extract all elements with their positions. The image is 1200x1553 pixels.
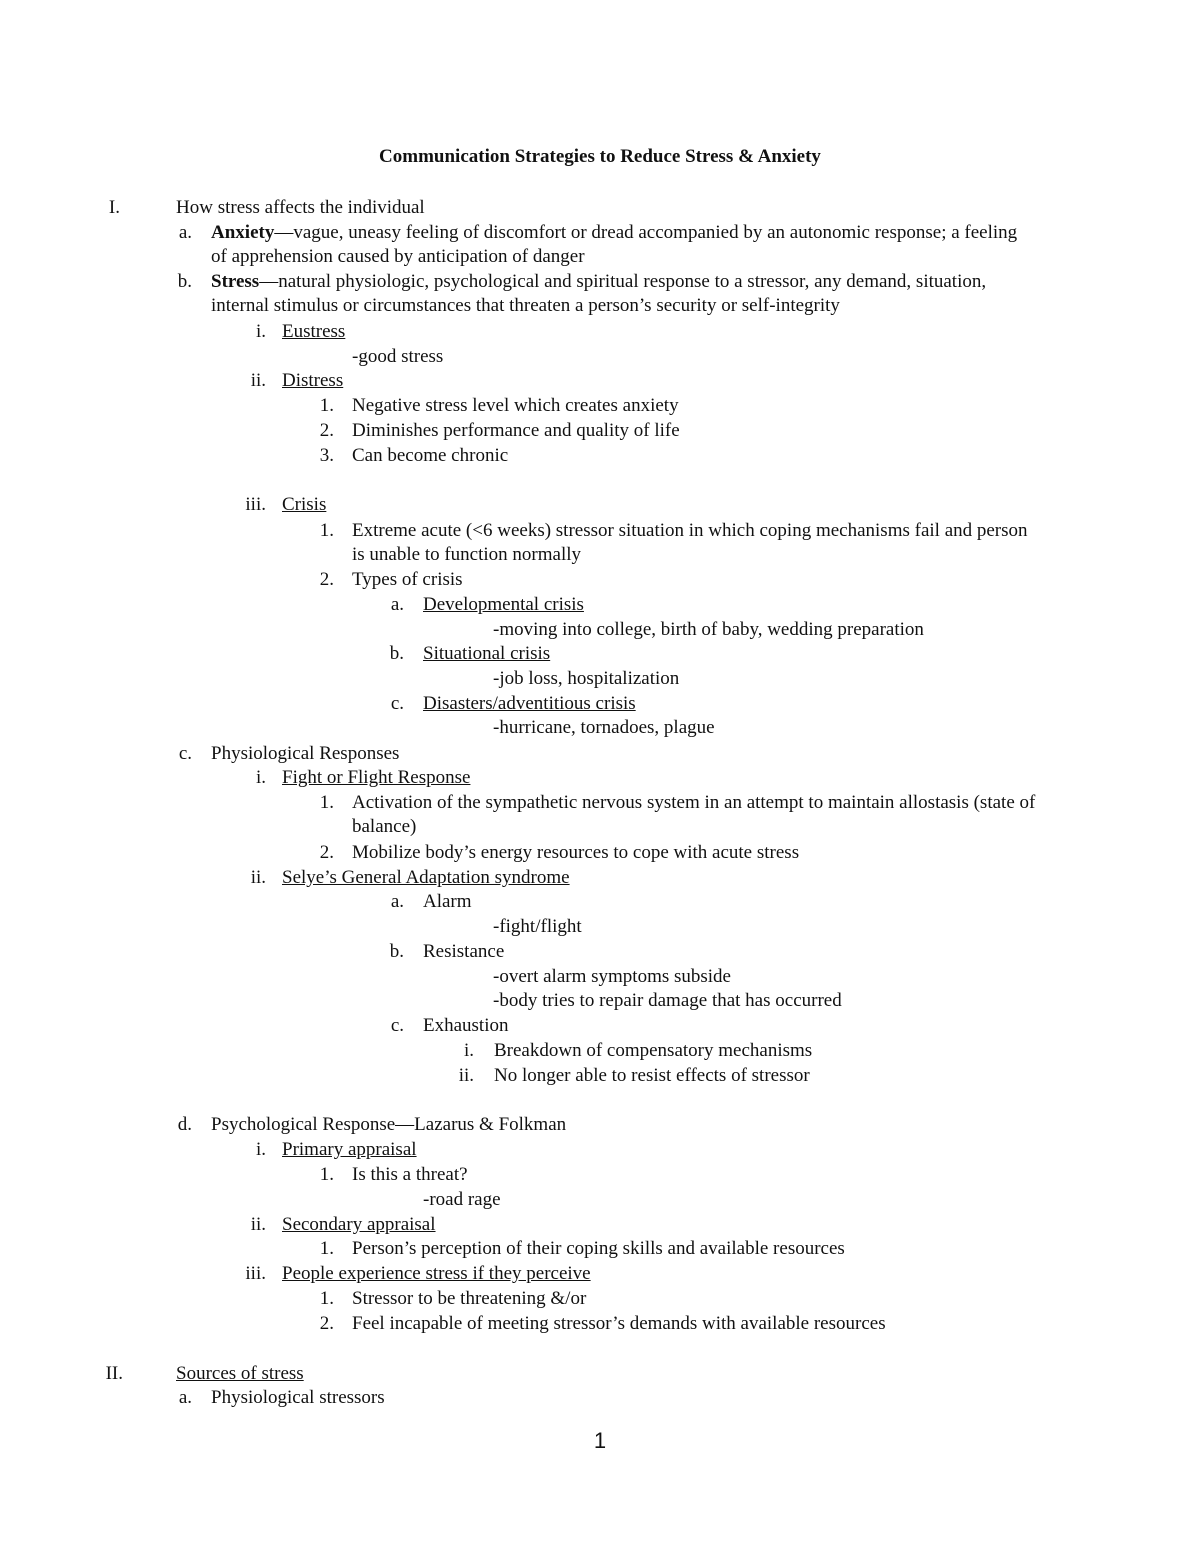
note-text: -moving into college, birth of baby, wedding preparation [493, 619, 924, 640]
term-anxiety: Anxiety [211, 222, 275, 243]
list-marker: ii. [250, 867, 266, 888]
list-item [211, 270, 986, 294]
list-marker: i. [463, 1040, 474, 1061]
list-item-continued: is unable to function normally [352, 544, 582, 565]
list-item: Physiological stressors [211, 1387, 385, 1408]
list-marker: 1. [319, 1288, 334, 1309]
list-item: Exhaustion [423, 1015, 509, 1036]
list-item: Disasters/adventitious crisis [423, 693, 636, 714]
list-marker: iii. [245, 1263, 266, 1284]
list-item: Can become chronic [352, 445, 509, 466]
list-marker: ii. [250, 1214, 266, 1235]
list-item: Physiological Responses [211, 743, 400, 764]
list-marker: i. [255, 1139, 266, 1160]
definition-text: —natural physiologic, psychological and spiritual response to a stressor, any demand, situation, [259, 271, 987, 292]
list-item: Types of crisis [352, 569, 463, 590]
note-text: -hurricane, tornadoes, plague [493, 717, 715, 738]
list-item: Stressor to be threatening &/or [352, 1288, 587, 1309]
list-marker: 2. [319, 420, 334, 441]
list-marker: d. [177, 1114, 192, 1135]
list-marker: ii. [250, 370, 266, 391]
list-item: Extreme acute (<6 weeks) stressor situation in which coping mechanisms fail and person [352, 520, 1028, 541]
list-marker: 1. [319, 520, 334, 541]
list-marker: a. [390, 891, 404, 912]
section-heading: How stress affects the individual [176, 197, 425, 218]
list-marker: 3. [319, 445, 334, 466]
list-marker: 2. [319, 569, 334, 590]
list-marker: i. [255, 321, 266, 342]
list-marker: 2. [319, 1313, 334, 1334]
list-item: Alarm [423, 891, 472, 912]
list-marker: 1. [319, 1164, 334, 1185]
list-marker: i. [255, 767, 266, 788]
section-marker: II. [105, 1363, 123, 1384]
list-item: Crisis [282, 494, 327, 515]
list-item: Distress [282, 370, 344, 391]
list-marker: b. [177, 271, 192, 292]
note-text: -fight/flight [493, 916, 582, 937]
page-number: 1 [593, 1428, 607, 1453]
list-marker: a. [178, 1387, 192, 1408]
list-item: Primary appraisal [282, 1139, 417, 1160]
list-item: Secondary appraisal [282, 1214, 436, 1235]
list-item: Developmental crisis [423, 594, 584, 615]
list-marker: 1. [319, 792, 334, 813]
list-marker: b. [389, 643, 404, 664]
note-text: -road rage [423, 1189, 501, 1210]
list-marker: c. [390, 1015, 404, 1036]
list-marker: a. [390, 594, 404, 615]
list-marker: b. [389, 941, 404, 962]
list-item: Eustress [282, 321, 346, 342]
list-item: Situational crisis [423, 643, 551, 664]
section-marker: I. [108, 197, 120, 218]
list-marker: iii. [245, 494, 266, 515]
document-title: Communication Strategies to Reduce Stress & Anxiety [379, 146, 821, 167]
list-marker: a. [178, 222, 192, 243]
list-marker: ii. [458, 1065, 474, 1086]
list-item: Activation of the sympathetic nervous system in an attempt to maintain allostasis (state of [352, 792, 1036, 813]
list-item: Fight or Flight Response [282, 767, 471, 788]
list-item: Feel incapable of meeting stressor’s demands with available resources [352, 1313, 886, 1334]
list-item: Psychological Response—Lazarus & Folkman [211, 1114, 567, 1135]
list-item-continued: balance) [352, 816, 417, 837]
definition-text: —vague, uneasy feeling of discomfort or dread accompanied by an autonomic response; a feeling [274, 222, 1018, 243]
list-marker: 1. [319, 1238, 334, 1259]
list-item: Breakdown of compensatory mechanisms [494, 1040, 813, 1061]
note-text: -job loss, hospitalization [493, 668, 680, 689]
note-text: -good stress [352, 346, 444, 367]
list-item: Selye’s General Adaptation syndrome [282, 867, 570, 888]
term-stress: Stress [211, 271, 260, 292]
list-marker: c. [178, 743, 192, 764]
definition-text: of apprehension caused by anticipation of danger [211, 246, 585, 267]
list-marker: 1. [319, 395, 334, 416]
list-item: People experience stress if they perceive [282, 1263, 591, 1284]
list-marker: c. [390, 693, 404, 714]
list-item: Is this a threat? [352, 1164, 468, 1185]
definition-text: internal stimulus or circumstances that threaten a person’s security or self-integrity [211, 295, 840, 316]
note-text: -overt alarm symptoms subside [493, 966, 731, 987]
list-item: No longer able to resist effects of stressor [494, 1065, 810, 1086]
note-text: -body tries to repair damage that has occurred [493, 990, 842, 1011]
list-item [211, 221, 1017, 245]
list-item: Diminishes performance and quality of life [352, 420, 680, 441]
section-heading: Sources of stress [176, 1363, 304, 1384]
list-item: Mobilize body’s energy resources to cope with acute stress [352, 842, 800, 863]
list-marker: 2. [319, 842, 334, 863]
list-item: Negative stress level which creates anxiety [352, 395, 679, 416]
list-item: Person’s perception of their coping skills and available resources [352, 1238, 845, 1259]
list-item: Resistance [423, 941, 505, 962]
